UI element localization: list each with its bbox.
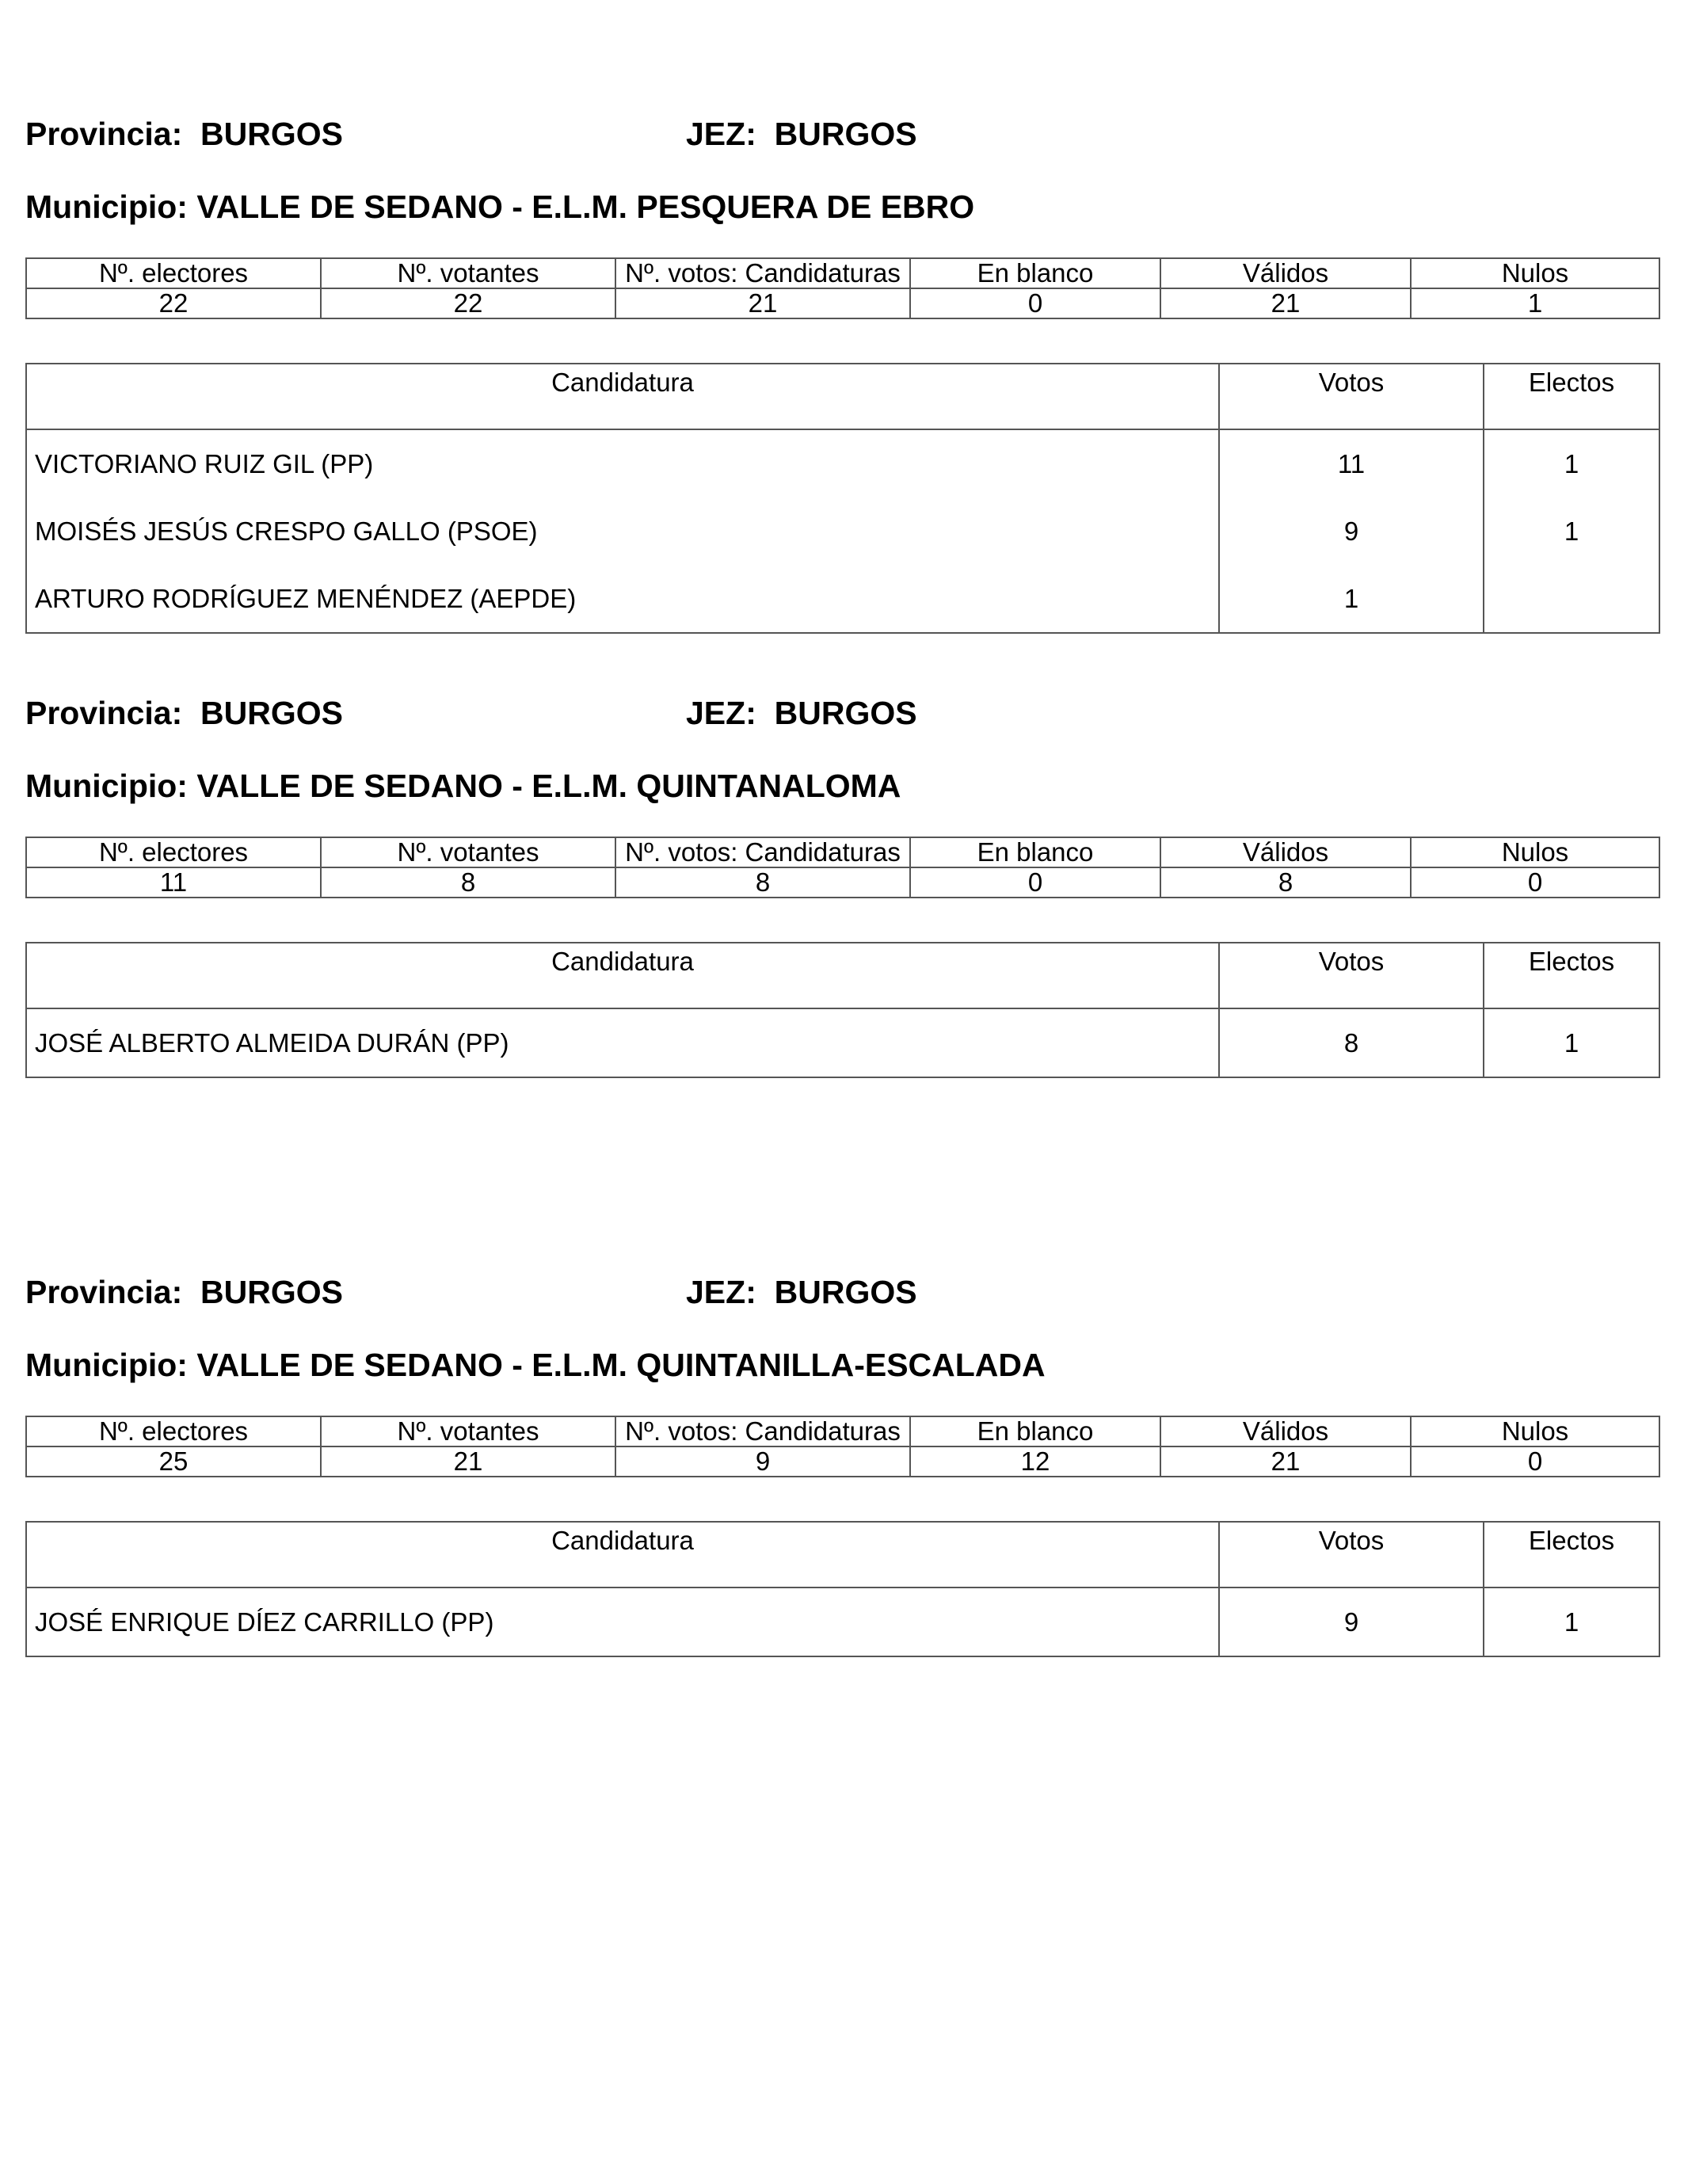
candidate-name: ARTURO RODRÍGUEZ MENÉNDEZ (AEPDE) (26, 565, 1219, 633)
provincia-line (25, 694, 343, 732)
candidate-votos: 1 (1219, 565, 1484, 633)
stat-value: 21 (1160, 288, 1411, 318)
stat-header: Nº. votantes (321, 837, 615, 867)
cand-header: Candidatura (26, 364, 1219, 429)
jez-value: BURGOS (774, 1274, 917, 1310)
candidate-votos: 9 (1219, 1587, 1484, 1656)
cand-header: Candidatura (26, 1522, 1219, 1587)
stats-header-row (26, 1416, 1659, 1446)
candidate-name: JOSÉ ALBERTO ALMEIDA DURÁN (PP) (26, 1008, 1219, 1077)
stat-header: Válidos (1160, 1416, 1411, 1446)
candidates-header-row (26, 1522, 1659, 1587)
municipio-title: Municipio: VALLE DE SEDANO - E.L.M. QUINTANALOMA (25, 768, 901, 804)
stat-value: 21 (321, 1446, 615, 1477)
stat-header: En blanco (910, 1416, 1160, 1446)
jez-label: JEZ: (686, 116, 756, 152)
cand-header: Candidatura (26, 943, 1219, 1008)
cand-header: Electos (1484, 943, 1659, 1008)
stat-value: 22 (321, 288, 615, 318)
candidate-votos: 8 (1219, 1008, 1484, 1077)
stats-value-row (26, 288, 1659, 318)
stat-header: En blanco (910, 258, 1160, 288)
stat-value: 8 (1160, 867, 1411, 898)
stat-value: 9 (615, 1446, 910, 1477)
candidate-electos: 1 (1484, 497, 1659, 565)
stat-header: Nulos (1411, 1416, 1659, 1446)
provincia-label: Provincia: (25, 116, 183, 152)
stats-header-row (26, 258, 1659, 288)
candidate-votos: 9 (1219, 497, 1484, 565)
stats-table (25, 257, 1660, 319)
stat-value: 12 (910, 1446, 1160, 1477)
jez-line (686, 694, 917, 732)
stat-value: 8 (615, 867, 910, 898)
provincia-label: Provincia: (25, 695, 183, 731)
stat-header: Nº. votos: Candidaturas (615, 258, 910, 288)
jez-line (686, 1273, 917, 1311)
candidates-header-row (26, 364, 1659, 429)
candidate-electos: 1 (1484, 1587, 1659, 1656)
stat-value: 0 (910, 867, 1160, 898)
stat-value: 21 (1160, 1446, 1411, 1477)
stats-table (25, 1416, 1660, 1477)
stats-table (25, 837, 1660, 898)
stat-value: 1 (1411, 288, 1659, 318)
provincia-value: BURGOS (200, 116, 343, 152)
jez-label: JEZ: (686, 1274, 756, 1310)
candidate-electos (1484, 565, 1659, 633)
provincia-line (25, 1273, 343, 1311)
stat-header: Válidos (1160, 837, 1411, 867)
table-row (26, 497, 1659, 565)
candidates-header-row (26, 943, 1659, 1008)
stats-value-row (26, 1446, 1659, 1477)
stat-header: Nº. votantes (321, 1416, 615, 1446)
stat-value: 0 (1411, 1446, 1659, 1477)
candidate-electos: 1 (1484, 429, 1659, 497)
municipio-title: Municipio: VALLE DE SEDANO - E.L.M. QUINTANILLA-ESCALADA (25, 1347, 1046, 1383)
cand-header: Electos (1484, 364, 1659, 429)
stat-value: 8 (321, 867, 615, 898)
stat-header: Nulos (1411, 258, 1659, 288)
stats-value-row (26, 867, 1659, 898)
provincia-line (25, 115, 343, 153)
jez-label: JEZ: (686, 695, 756, 731)
candidate-votos: 11 (1219, 429, 1484, 497)
stat-header: Nº. votos: Candidaturas (615, 1416, 910, 1446)
provincia-value: BURGOS (200, 695, 343, 731)
stat-header: Nº. electores (26, 837, 321, 867)
candidate-name: VICTORIANO RUIZ GIL (PP) (26, 429, 1219, 497)
candidate-electos: 1 (1484, 1008, 1659, 1077)
jez-value: BURGOS (774, 695, 917, 731)
stat-value: 0 (910, 288, 1160, 318)
candidates-table (25, 942, 1660, 1078)
table-row (26, 1587, 1659, 1656)
stats-header-row (26, 837, 1659, 867)
candidate-name: MOISÉS JESÚS CRESPO GALLO (PSOE) (26, 497, 1219, 565)
stat-header: Nº. votantes (321, 258, 615, 288)
provincia-label: Provincia: (25, 1274, 183, 1310)
candidates-table (25, 1521, 1660, 1657)
cand-header: Votos (1219, 364, 1484, 429)
stat-value: 25 (26, 1446, 321, 1477)
stat-header: Nulos (1411, 837, 1659, 867)
municipio-title: Municipio: VALLE DE SEDANO - E.L.M. PESQUERA DE EBRO (25, 189, 975, 225)
jez-line (686, 115, 917, 153)
jez-value: BURGOS (774, 116, 917, 152)
stat-header: Válidos (1160, 258, 1411, 288)
table-row (26, 565, 1659, 633)
stat-value: 0 (1411, 867, 1659, 898)
stat-value: 22 (26, 288, 321, 318)
candidates-table (25, 363, 1660, 634)
candidate-name: JOSÉ ENRIQUE DÍEZ CARRILLO (PP) (26, 1587, 1219, 1656)
cand-header: Electos (1484, 1522, 1659, 1587)
table-row (26, 429, 1659, 497)
stat-header: Nº. electores (26, 1416, 321, 1446)
stat-value: 21 (615, 288, 910, 318)
stat-header: Nº. electores (26, 258, 321, 288)
table-row (26, 1008, 1659, 1077)
cand-header: Votos (1219, 943, 1484, 1008)
stat-header: Nº. votos: Candidaturas (615, 837, 910, 867)
stat-value: 11 (26, 867, 321, 898)
provincia-value: BURGOS (200, 1274, 343, 1310)
cand-header: Votos (1219, 1522, 1484, 1587)
stat-header: En blanco (910, 837, 1160, 867)
